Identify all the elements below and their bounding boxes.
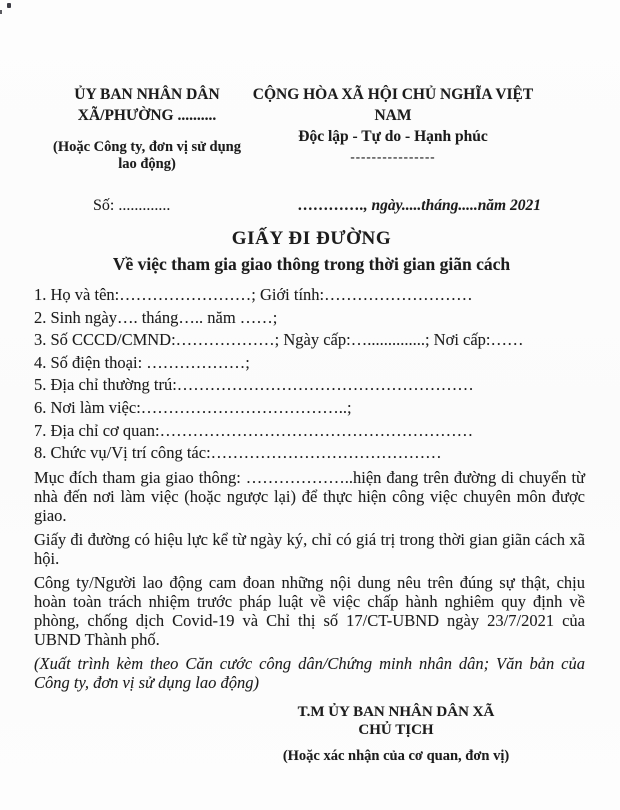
document-number-blank: Số: .............	[93, 197, 171, 214]
field-birth-date: 2. Sinh ngày…. tháng….. năm ……;	[34, 307, 278, 327]
field-job-position: 8. Chức vụ/Vị trí công tác:……………………………………	[34, 443, 442, 463]
signature-alt-note: (Hoặc xác nhận của cơ quan, đơn vị)	[282, 747, 510, 764]
issuer-block	[38, 84, 256, 173]
document-title: GIẤY ĐI ĐƯỜNG	[231, 228, 392, 249]
field-office-address: 7. Địa chỉ cơ quan:…………………………………………………	[34, 420, 474, 440]
issuer-name: ỦY BAN NHÂN DÂN	[74, 86, 220, 103]
field-workplace: 6. Nơi làm việc:………………………………..;	[34, 397, 352, 417]
issuer-unit-blank: XÃ/PHƯỜNG ..........	[77, 107, 217, 124]
signature-block	[241, 703, 551, 765]
body-paragraphs	[34, 468, 585, 692]
paragraph-validity: Giấy đi đường có hiệu lực kể từ ngày ký, chỉ có giá trị trong thời gian giãn cách xã hội.	[34, 529, 585, 568]
motto-divider: ----------------	[350, 149, 436, 164]
paragraph-attachment-note: (Xuất trình kèm theo Căn cước công dân/Chứng minh nhân dân; Văn bản của Công ty, đơn vị sử dụng lao động)	[34, 653, 585, 692]
field-permanent-address: 5. Địa chỉ thường trú:………………………………………………	[34, 375, 474, 395]
national-motto: Độc lập - Tự do - Hạnh phúc	[298, 128, 488, 145]
paragraph-commitment: Công ty/Người lao động cam đoan những nội dung nêu trên đúng sự thật, chịu hoàn toàn trách nhiệm trước pháp luật về việc chấp hành nghiêm quy định về phòng, chống dịch Covid-19 và Chỉ thị số 17/CT-UBND ngày 23/7/2021 của UBND Thành phố.	[34, 572, 585, 649]
field-full-name-gender: 1. Họ và tên:……………………; Giới tính:………………………	[34, 285, 473, 304]
signature-authority: T.M ỦY BAN NHÂN DÂN XÃ	[297, 703, 495, 720]
field-id-number: 3. Số CCCD/CMND:………………; Ngày cấp:…..............; Nơi cấp:……	[34, 330, 524, 350]
document-header	[38, 84, 585, 190]
number-date-row	[38, 197, 585, 215]
issuer-alt-note: (Hoặc Công ty, đơn vị sử dụng lao động)	[53, 139, 241, 172]
signature-title-chairman: CHỦ TỊCH	[358, 721, 434, 738]
document-subtitle: Về việc tham gia giao thông trong thời gian giãn cách	[112, 254, 511, 274]
date-place-blank: …………., ngày.....tháng.....năm 2021	[297, 197, 541, 214]
form-fields	[34, 284, 585, 465]
field-phone-number: 4. Số điện thoại: ………………;	[34, 352, 250, 372]
national-title: CỘNG HÒA XÃ HỘI CHỦ NGHĨA VIỆT NAM	[252, 86, 534, 124]
national-header-block	[238, 84, 548, 164]
paragraph-travel-purpose: Mục đích tham gia giao thông: ………………..hiện đang trên đường di chuyển từ nhà đến nơi làm việc (hoặc ngược lại) để thực hiện công việc chuyên môn được giao.	[34, 467, 585, 525]
